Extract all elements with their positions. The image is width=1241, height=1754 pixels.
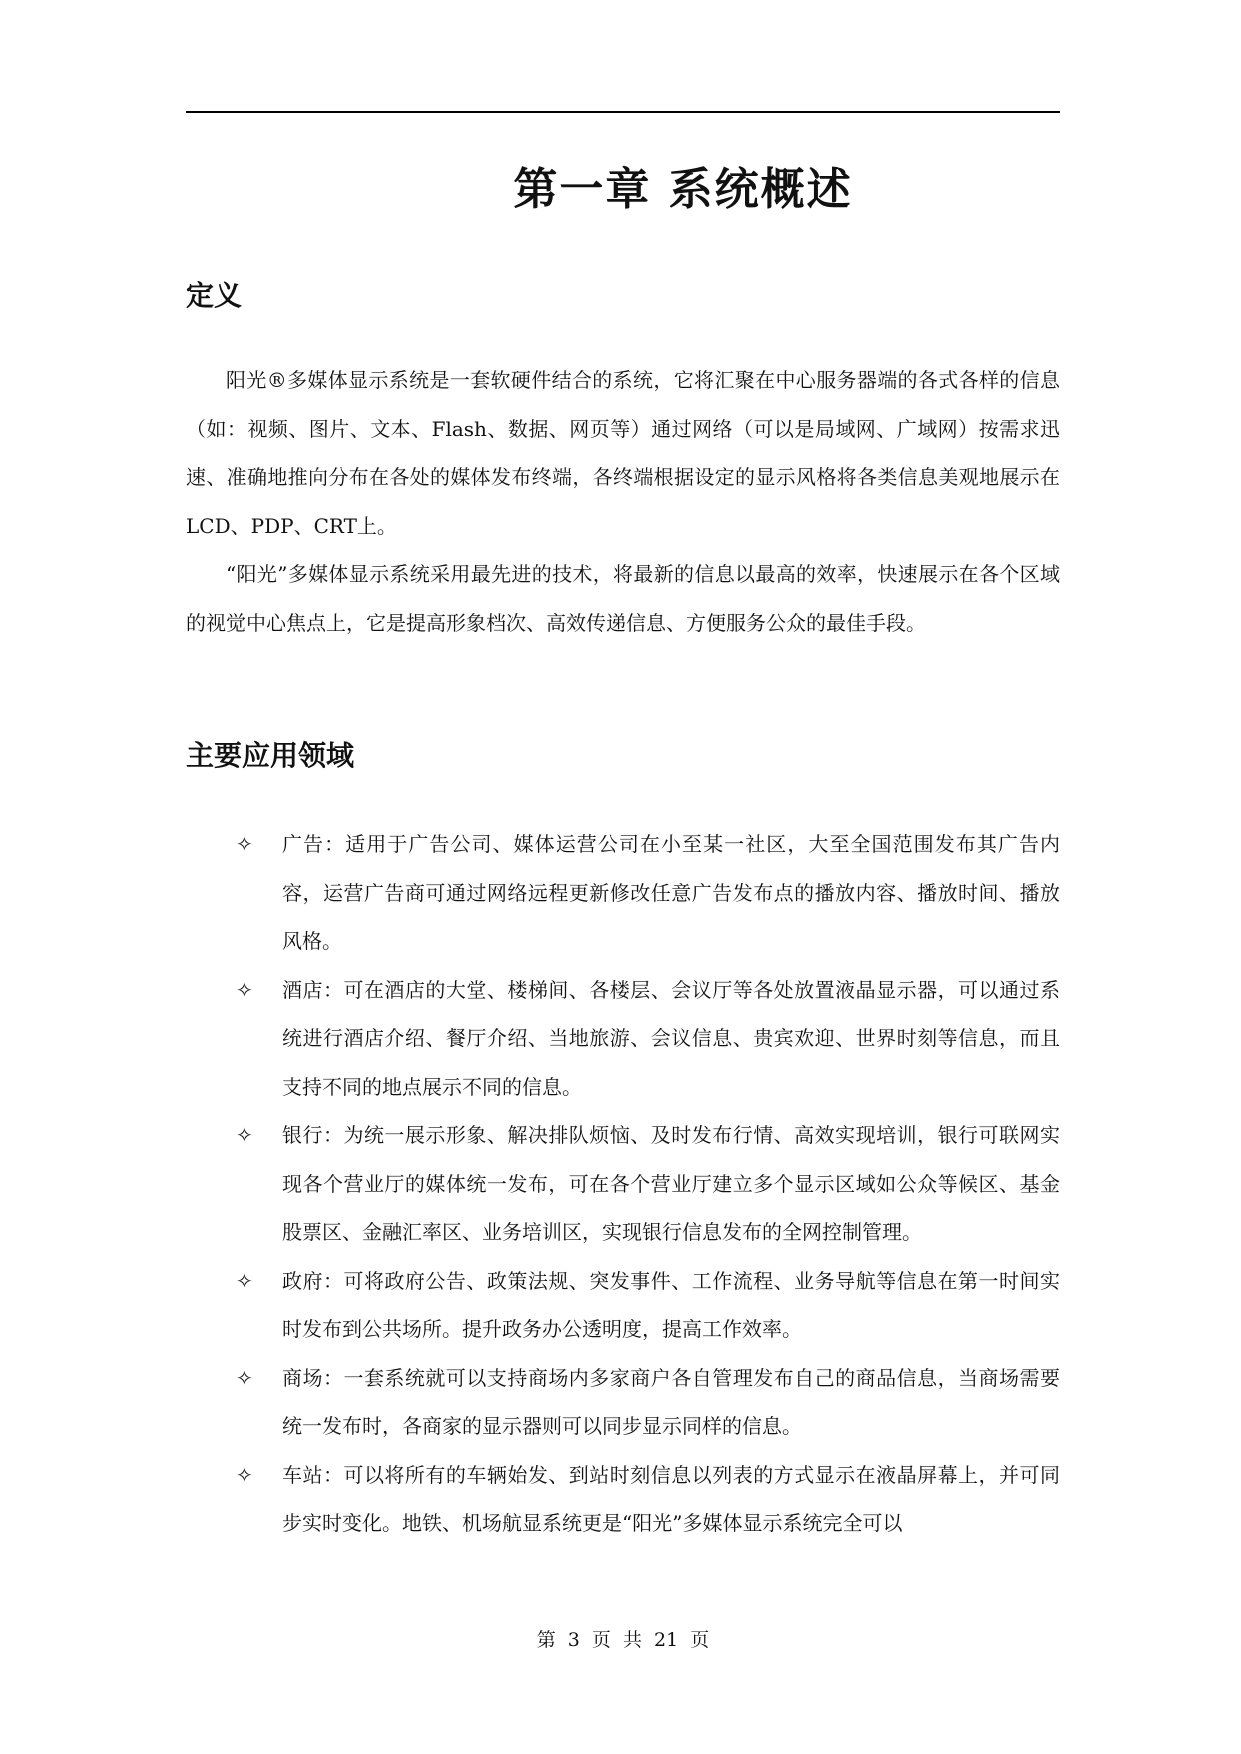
definition-paragraph-1: 阳光®多媒体显示系统是一套软硬件结合的系统，它将汇聚在中心服务器端的各式各样的信息（如：视频、图片、文本、Flash、数据、网页等）通过网络（可以是局域网、广域网）按需求迅速、准确地推向分布在各处的媒体发布终端，各终端根据设定的显示风格将各类信息美观地展示在LCD、PDP、CRT上。 xyxy=(186,368,1060,538)
list-item-text: 广告：适用于广告公司、媒体运营公司在小至某一社区，大至全国范围发布其广告内容，运营广告商可通过网络远程更新修改任意广告发布点的播放内容、播放时间、播放风格。 xyxy=(282,832,1060,953)
page-footer: 第 3 页 共 21 页 xyxy=(536,1629,710,1651)
list-item-bank xyxy=(186,1111,1060,1257)
list-item-government xyxy=(186,1257,1060,1354)
list-item-text: 银行：为统一展示形象、解决排队烦恼、及时发布行情、高效实现培训，银行可联网实现各个营业厅的媒体统一发布，可在各个营业厅建立多个显示区域如公众等候区、基金股票区、金融汇率区、业务培训区，实现银行信息发布的全网控制管理。 xyxy=(282,1123,1060,1244)
list-item-text: 酒店：可在酒店的大堂、楼梯间、各楼层、会议厅等各处放置液晶显示器，可以通过系统进行酒店介绍、餐厅介绍、当地旅游、会议信息、贵宾欢迎、世界时刻等信息，而且支持不同的地点展示不同的信息。 xyxy=(282,977,1060,1099)
definition-paragraph-2: “阳光”多媒体显示系统采用最先进的技术，将最新的信息以最高的效率，快速展示在各个区域的视觉中心焦点上，它是提高形象档次、高效传递信息、方便服务公众的最佳手段。 xyxy=(186,562,1060,635)
list-item-text: 政府：可将政府公告、政策法规、突发事件、工作流程、业务导航等信息在第一时间实时发布到公共场所。提升政务办公透明度，提高工作效率。 xyxy=(282,1268,1060,1341)
bullet-star-icon: ✧ xyxy=(236,1268,253,1293)
list-item-text: 车站：可以将所有的车辆始发、到站时刻信息以列表的方式显示在液晶屏幕上，并可同步实时变化。地铁、机场航显系统更是“阳光”多媒体显示系统完全可以 xyxy=(282,1462,1060,1535)
bullet-star-icon: ✧ xyxy=(236,977,253,1002)
section-heading-definition: 定义 xyxy=(186,279,243,312)
chapter-title: 第一章 系统概述 xyxy=(513,164,853,215)
list-item-station xyxy=(186,1451,1060,1548)
list-item-advertising xyxy=(186,820,1060,966)
header-rule xyxy=(186,111,1060,113)
bullet-star-icon: ✧ xyxy=(236,1462,253,1487)
bullet-star-icon: ✧ xyxy=(236,1123,253,1147)
list-item-mall xyxy=(186,1354,1060,1451)
application-list xyxy=(186,820,1060,1548)
bullet-star-icon: ✧ xyxy=(236,832,253,856)
list-item-hotel xyxy=(186,966,1060,1112)
list-item-text: 商场：一套系统就可以支持商场内多家商户各自管理发布自己的商品信息，当商场需要统一发布时，各商家的显示器则可以同步显示同样的信息。 xyxy=(282,1365,1060,1438)
section-heading-applications: 主要应用领域 xyxy=(186,739,355,772)
bullet-star-icon: ✧ xyxy=(236,1365,253,1390)
